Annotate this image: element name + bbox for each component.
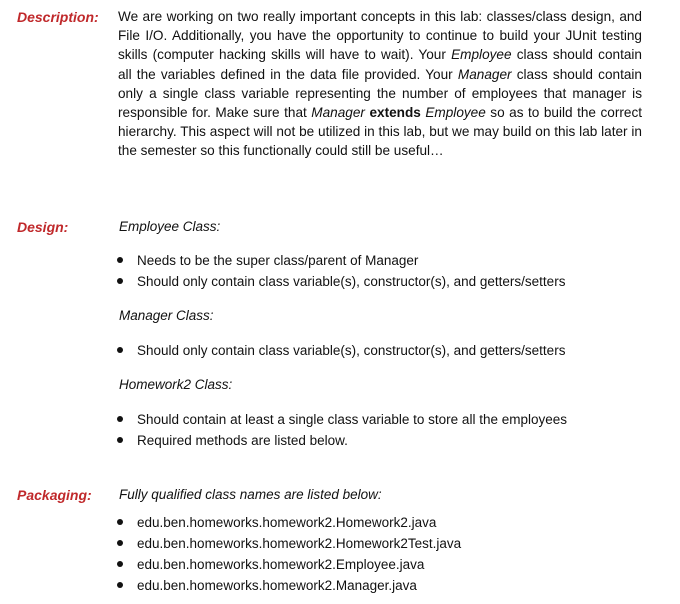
- bullet-icon: [117, 540, 123, 546]
- manager-class-list: [117, 340, 565, 361]
- desc-segment: so as to build the correct hierarchy. This aspect will not be utilized in this lab, but we may build on this lab later in the semester so this functionally could still be useful…: [118, 105, 643, 159]
- list-item-text: edu.ben.homeworks.homework2.Homework2Test.java: [137, 536, 462, 551]
- employee-class-list: [117, 250, 565, 292]
- list-item: [117, 430, 567, 451]
- bullet-icon: [117, 519, 123, 525]
- bullet-icon: [117, 278, 123, 284]
- packaging-label: Packaging:: [17, 487, 92, 503]
- packaging-class-list: [117, 512, 461, 596]
- desc-segment-bold: extends: [369, 105, 421, 121]
- bullet-icon: [117, 416, 123, 422]
- bullet-icon: [117, 561, 123, 567]
- desc-segment: We are working on two really important concepts in this lab: classes/class design, and File I/O. Additionally, you have the opportunity to continue to build your JUnit testing skills (computer hacking skills will have to wait). Your: [118, 9, 642, 63]
- list-item-text: Should only contain class variable(s), constructor(s), and getters/setters: [137, 274, 566, 289]
- employee-class-heading: Employee Class:: [119, 219, 221, 234]
- bullet-icon: [117, 347, 123, 353]
- homework2-class-heading: Homework2 Class:: [119, 377, 233, 392]
- list-item: [117, 575, 461, 596]
- list-item: [117, 409, 567, 430]
- list-item: [117, 533, 461, 554]
- list-item-text: Should only contain class variable(s), constructor(s), and getters/setters: [137, 343, 566, 358]
- list-item-text: Required methods are listed below.: [137, 433, 348, 448]
- desc-segment: class should contain all the variables defined in the data file provided. Your: [118, 47, 642, 82]
- desc-segment-italic: Manager: [311, 105, 365, 121]
- desc-segment-italic: Manager: [457, 66, 512, 82]
- homework2-class-list: [117, 409, 567, 451]
- bullet-icon: [117, 257, 123, 263]
- packaging-heading: Fully qualified class names are listed below:: [119, 487, 382, 502]
- description-text: [118, 7, 642, 161]
- list-item: [117, 271, 565, 292]
- manager-class-heading: Manager Class:: [119, 308, 214, 323]
- desc-segment-italic: Employee: [425, 105, 486, 121]
- list-item: [117, 512, 461, 533]
- description-label: Description:: [17, 9, 99, 25]
- list-item-text: edu.ben.homeworks.homework2.Employee.java: [137, 557, 425, 572]
- list-item-text: edu.ben.homeworks.homework2.Manager.java: [137, 578, 417, 593]
- list-item: [117, 554, 461, 575]
- list-item: [117, 250, 565, 271]
- bullet-icon: [117, 437, 123, 443]
- list-item: [117, 340, 565, 361]
- list-item-text: Needs to be the super class/parent of Manager: [137, 253, 419, 268]
- bullet-icon: [117, 582, 123, 588]
- desc-segment-italic: Employee: [451, 47, 512, 63]
- design-label: Design:: [17, 219, 69, 235]
- list-item-text: Should contain at least a single class variable to store all the employees: [137, 412, 567, 427]
- list-item-text: edu.ben.homeworks.homework2.Homework2.java: [137, 515, 437, 530]
- desc-segment: class should contain only a single class variable representing the number of employees that manager is responsible for. Make sure that: [118, 66, 642, 121]
